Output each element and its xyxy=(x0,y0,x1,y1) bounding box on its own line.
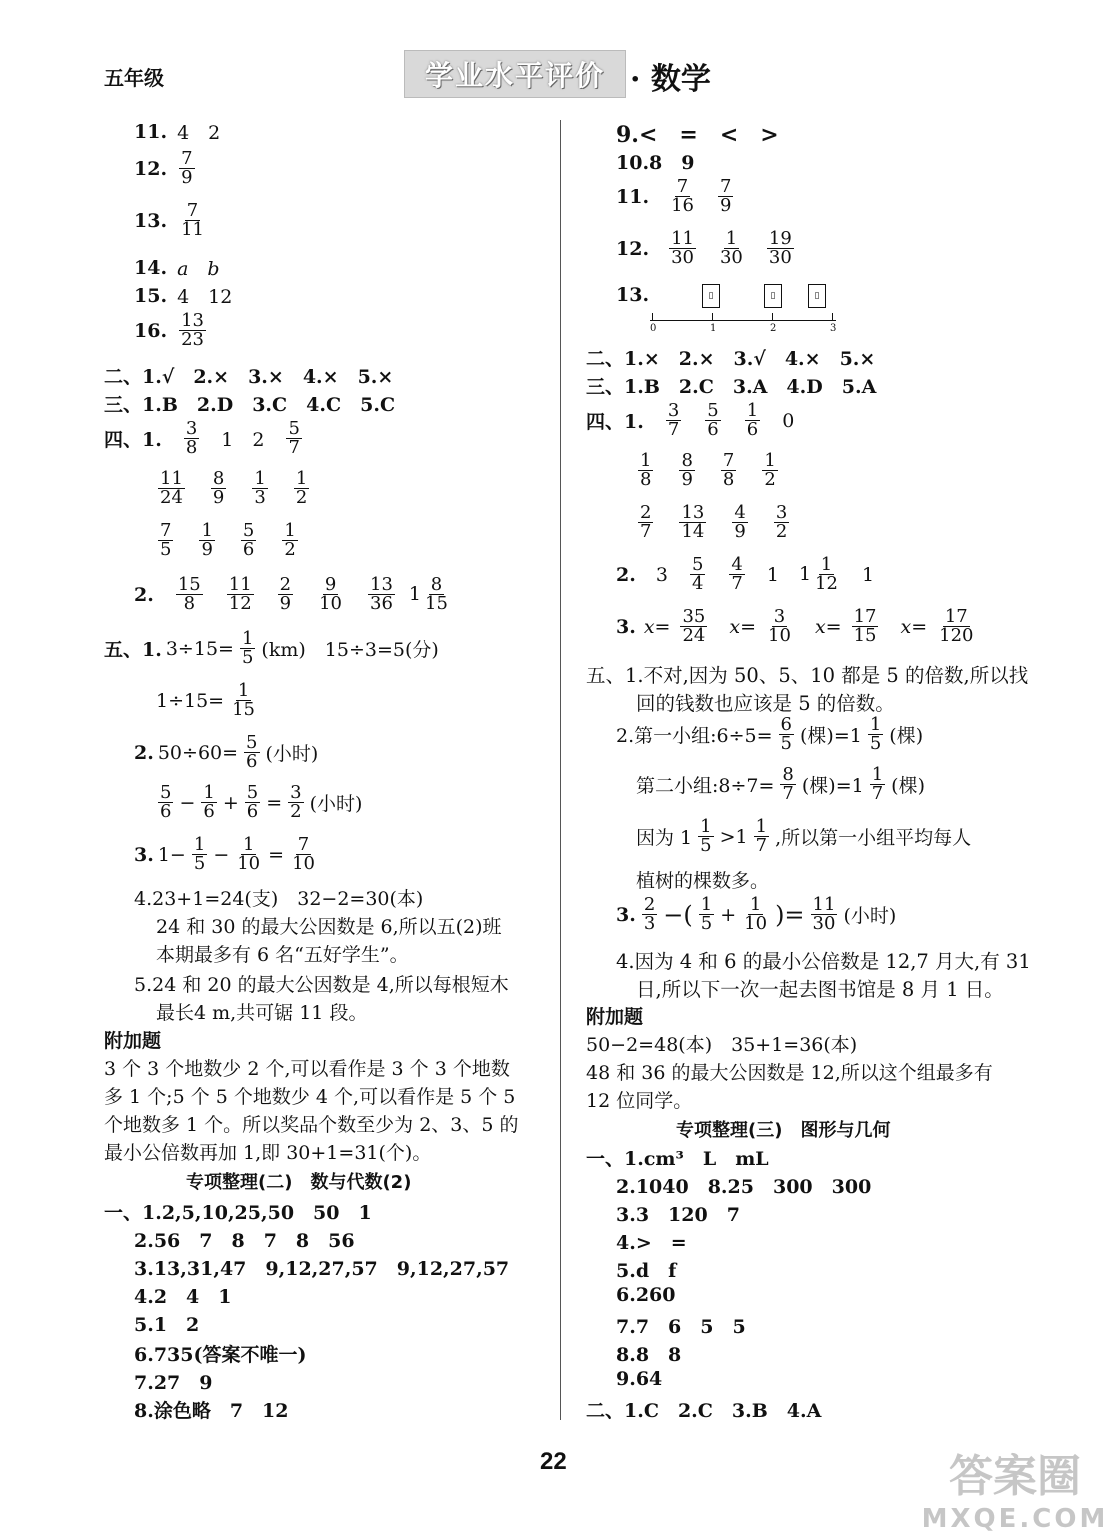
left-q16: 16. $\frac{13}{23}$ xyxy=(134,310,204,351)
subject-title: · 数学 xyxy=(630,62,711,97)
right-extra-2: 48 和 36 的最大公因数是 12,所以这个组最多有 xyxy=(586,1062,993,1084)
left-extra-3: 个地数多 1 个。所以奖品个数至少为 2、3、5 的 xyxy=(104,1114,519,1136)
right-sec3-item-1: 一、1.cm³ L mL xyxy=(586,1148,769,1170)
right-s5-4a: 4.因为 4 和 6 的最小公倍数是 12,7 月大,有 31 xyxy=(616,950,1031,973)
right-s5-1b: 回的钱数也应该是 5 的倍数。 xyxy=(636,692,895,715)
right-s5-2c: 因为 1 $\frac{1}{5}$ >1 $\frac{1}{7}$ ,所以第一小组平均每人 xyxy=(636,816,972,857)
right-s5-2b: 第二小组:8÷7= $\frac{8}{7}$ (棵)=1 $\frac{1}{7}$ (棵) xyxy=(636,764,925,805)
left-sec2-item-2: 2.56 7 8 7 8 56 xyxy=(134,1230,355,1252)
grade-label: 五年级 xyxy=(104,66,164,90)
left-s5-5b: 最长4 m,共可锯 11 段。 xyxy=(156,1002,368,1024)
right-s4-q2: 2. 3 $\frac{5}{4}$ $\frac{4}{7}$ 1 1 $\frac{1}{12}$ 1 xyxy=(616,554,875,595)
left-extra-4: 最小公倍数再加 1,即 30+1=31(个)。 xyxy=(104,1142,432,1164)
right-sec3-item-6: 6.260 xyxy=(616,1284,676,1306)
left-s5-4a: 4.23+1=24(支) 32−2=30(本) xyxy=(134,888,424,910)
left-sec2-item-8: 8.涂色略 7 12 xyxy=(134,1400,289,1422)
right-sec3-item-2: 2.1040 8.25 300 300 xyxy=(616,1176,872,1198)
left-s4-q2: 2. $\frac{15}{8}$ $\frac{11}{12}$ $\frac{2}{9}$ $\frac{9}{10}$ $\frac{13}{36}$ 1 $\frac{8}{15}$ xyxy=(134,574,448,615)
left-sec2-item-7: 7.27 9 xyxy=(134,1372,213,1394)
left-s5-2b: $\frac{5}{6}$ − $\frac{1}{6}$ + $\frac{5}{6}$ = $\frac{3}{2}$ (小时) xyxy=(160,782,363,823)
right-q10: 10.8 9 xyxy=(616,152,695,174)
left-section-3: 三、1.B 2.D 3.C 4.C 5.C xyxy=(104,394,396,416)
watermark-logo: 答案圈 MXQE.COM xyxy=(921,1451,1109,1534)
right-s5-2a: 2.第一小组:6÷5= $\frac{6}{5}$ (棵)=1 $\frac{1}{5}$ (棵) xyxy=(616,714,924,755)
right-extra-3: 12 位同学。 xyxy=(586,1090,693,1112)
left-section-2: 二、1.√ 2.× 3.× 4.× 5.× xyxy=(104,366,394,388)
left-sec2-item-3: 3.13,31,47 9,12,27,57 9,12,27,57 xyxy=(134,1258,510,1280)
right-section-2: 二、1.× 2.× 3.√ 4.× 5.× xyxy=(586,348,876,370)
left-q15: 15. 4 12 xyxy=(134,284,233,308)
right-s5-1a: 五、1.不对,因为 50、5、10 都是 5 的倍数,所以找 xyxy=(586,664,1029,687)
left-s5-4b: 24 和 30 的最大公因数是 6,所以五(2)班 xyxy=(156,916,502,938)
page-number: 22 xyxy=(540,1448,567,1475)
left-sec2-item-4: 4.2 4 1 xyxy=(134,1286,232,1308)
right-sec3-item-4: 4.> = xyxy=(616,1232,687,1254)
left-s5-5a: 5.24 和 20 的最大公因数是 4,所以每根短木 xyxy=(134,974,509,996)
left-sec2-item-1: 一、1.2,5,10,25,50 50 1 xyxy=(104,1202,372,1224)
left-s5-1b: 1÷15= $\frac{1}{15}$ xyxy=(156,680,256,721)
left-extra-2: 多 1 个;5 个 5 个地数少 4 个,可以看作是 5 个 5 xyxy=(104,1086,516,1108)
right-q13-label: 13. xyxy=(616,284,650,306)
right-s4-row1: 四、1. $\frac{3}{7}$ $\frac{5}{6}$ $\frac{1}{6}$ 0 xyxy=(586,400,795,441)
left-s5-4c: 本期最多有 6 名“五好学生”。 xyxy=(156,944,409,966)
right-q11: 11. $\frac{7}{16}$ $\frac{7}{9}$ xyxy=(616,176,732,217)
left-s4-row2: $\frac{11}{24}$ $\frac{8}{9}$ $\frac{1}{3}$ $\frac{1}{2}$ xyxy=(160,468,308,509)
right-q9: 9.< = < > xyxy=(616,122,779,148)
right-extra-1: 50−2=48(本) 35+1=36(本) xyxy=(586,1034,858,1056)
left-extra-1: 3 个 3 个地数少 2 个,可以看作是 3 个 3 个地数 xyxy=(104,1058,510,1080)
right-sec3-item-5: 5.d f xyxy=(616,1260,677,1282)
left-s5-1a: 五、1. 3÷15= $\frac{1}{5}$ (km) 15÷3=5(分) xyxy=(104,628,439,669)
left-sec2-item-5: 5.1 2 xyxy=(134,1314,200,1336)
right-sec3-item-9: 9.64 xyxy=(616,1368,663,1390)
right-s5-4b: 日,所以下一次一起去图书馆是 8 月 1 日。 xyxy=(636,978,1004,1001)
right-sec3-item-10: 二、1.C 2.C 3.B 4.A xyxy=(586,1400,822,1422)
right-s5-3: 3. $\frac{2}{3}$ −( $\frac{1}{5}$ + $\frac{1}{10}$ )= $\frac{11}{30}$ (小时) xyxy=(616,894,897,935)
right-s4-q3: 3. x= $\frac{35}{24}$ x= $\frac{3}{10}$ x= $\frac{17}{15}$ x= $\frac{17}{120}$ xyxy=(616,606,974,647)
right-sec3-item-3: 3.3 120 7 xyxy=(616,1204,740,1226)
right-section-3: 三、1.B 2.C 3.A 4.D 5.A xyxy=(586,376,877,398)
right-sec3-item-7: 7.7 6 5 5 xyxy=(616,1316,746,1338)
right-section-title-3: 专项整理(三) 图形与几何 xyxy=(676,1120,891,1141)
left-extra-title: 附加题 xyxy=(104,1030,162,1052)
book-title-banner: 学业水平评价 xyxy=(404,50,626,98)
left-q13: 13. $\frac{7}{11}$ xyxy=(134,200,204,241)
left-q11: 11. 4 2 xyxy=(134,120,221,144)
right-sec3-item-8: 8.8 8 xyxy=(616,1344,682,1366)
left-s4-row3: $\frac{7}{5}$ $\frac{1}{9}$ $\frac{5}{6}$ $\frac{1}{2}$ xyxy=(160,520,296,561)
left-s4-row1: 四、1. $\frac{3}{8}$ 1 2 $\frac{5}{7}$ xyxy=(104,418,300,459)
left-q14: 14. a b xyxy=(134,256,220,280)
column-divider xyxy=(560,120,561,1420)
left-section-title-2: 专项整理(二) 数与代数(2) xyxy=(186,1172,412,1193)
left-s5-3: 3. 1− $\frac{1}{5}$ − $\frac{1}{10}$ = $\frac{7}{10}$ xyxy=(134,834,315,875)
right-s4-row2: $\frac{1}{8}$ $\frac{8}{9}$ $\frac{7}{8}$ $\frac{1}{2}$ xyxy=(640,450,776,491)
right-s4-row3: $\frac{2}{7}$ $\frac{13}{14}$ $\frac{4}{9}$ $\frac{3}{2}$ xyxy=(640,502,788,543)
left-sec2-item-6: 6.735(答案不唯一) xyxy=(134,1344,307,1366)
left-s5-2a: 2. 50÷60= $\frac{5}{6}$ (小时) xyxy=(134,732,319,773)
left-q12: 12. $\frac{7}{9}$ xyxy=(134,148,193,189)
right-s5-2d: 植树的棵数多。 xyxy=(636,870,770,892)
right-q12: 12. $\frac{11}{30}$ $\frac{1}{30}$ $\frac{19}{30}$ xyxy=(616,228,792,269)
right-extra-title: 附加题 xyxy=(586,1006,644,1028)
